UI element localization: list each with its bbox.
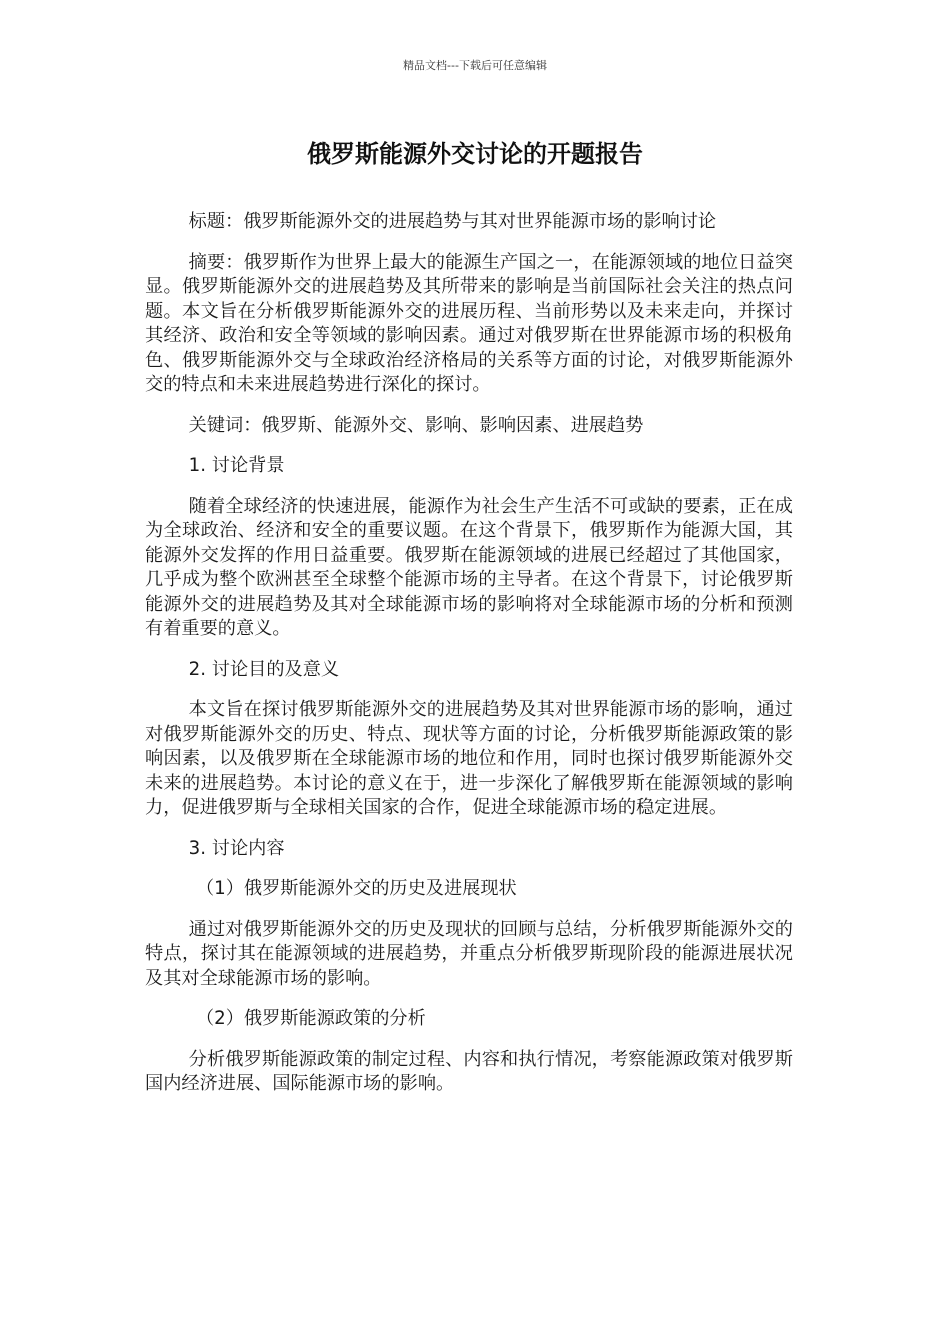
section-body-purpose: 本文旨在探讨俄罗斯能源外交的进展趋势及其对世界能源市场的影响，通过对俄罗斯能源外交的历史、特点、现状等方面的讨论，分析俄罗斯能源政策的影响因素，以及俄罗斯在全球能源市场的地位和作用，同时也探讨俄罗斯能源外交未来的进展趋势。本讨论的意义在于，进一步深化了解俄罗斯在能源领域的影响力，促进俄罗斯与全球相关国家的合作，促进全球能源市场的稳定进展。: [145, 699, 793, 818]
subsection-body-policy: 分析俄罗斯能源政策的制定过程、内容和执行情况，考察能源政策对俄罗斯国内经济进展、国际能源市场的影响。: [145, 1048, 793, 1094]
abstract-paragraph: 摘要：俄罗斯作为世界上最大的能源生产国之一，在能源领域的地位日益突显。俄罗斯能源外交的进展趋势及其所带来的影响是当前国际社会关注的热点问题。本文旨在分析俄罗斯能源外交的进展历程、当前形势以及未来走向，并探讨其经济、政治和安全等领域的影响因素。通过对俄罗斯在世界能源市场的积极角色、俄罗斯能源外交与全球政治经济格局的关系等方面的讨论，对俄罗斯能源外交的特点和未来进展趋势进行深化的探讨。: [145, 251, 793, 395]
section-body-background: 随着全球经济的快速进展，能源作为社会生产生活不可或缺的要素，正在成为全球政治、经济和安全的重要议题。在这个背景下，俄罗斯作为能源大国，其能源外交发挥的作用日益重要。俄罗斯在能源领域的进展已经超过了其他国家，几乎成为整个欧洲甚至全球整个能源市场的主导者。在这个背景下，讨论俄罗斯能源外交的进展趋势及其对全球能源市场的影响将对全球能源市场的分析和预测有着重要的意义。: [145, 495, 793, 639]
subsection-heading-history: （1）俄罗斯能源外交的历史及进展现状: [195, 878, 517, 899]
subject-line: 标题：俄罗斯能源外交的进展趋势与其对世界能源市场的影响讨论: [188, 211, 717, 232]
subsection-heading-policy: （2）俄罗斯能源政策的分析: [195, 1008, 426, 1029]
section-heading-content: 3. 讨论内容: [188, 837, 285, 859]
header-watermark: 精品文档---下载后可任意编辑: [403, 59, 547, 72]
section-heading-background: 1. 讨论背景: [188, 455, 285, 476]
document-title: 俄罗斯能源外交讨论的开题报告: [307, 140, 643, 168]
section-heading-purpose: 2. 讨论目的及意义: [188, 658, 340, 680]
keywords-line: 关键词：俄罗斯、能源外交、影响、影响因素、进展趋势: [188, 414, 644, 436]
subsection-body-history: 通过对俄罗斯能源外交的历史及现状的回顾与总结，分析俄罗斯能源外交的特点，探讨其在能源领域的进展趋势，并重点分析俄罗斯现阶段的能源进展状况及其对全球能源市场的影响。: [145, 918, 793, 989]
document-body: [145, 210, 793, 1097]
